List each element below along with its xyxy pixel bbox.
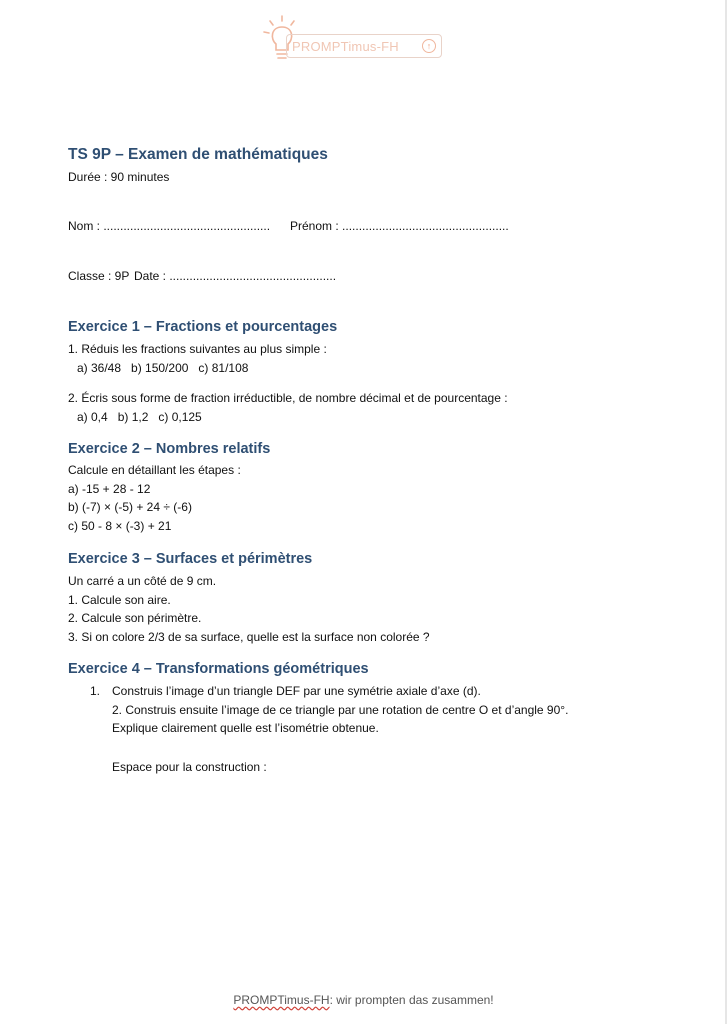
exercise-1-q1-items: a) 36/48 b) 150/200 c) 81/108 (77, 361, 249, 375)
duration: Durée : 90 minutes (68, 170, 170, 184)
exercise-1-q2: 2. Écris sous forme de fraction irréductible, de nombre décimal et de pourcentage : (68, 391, 508, 405)
class-field: Classe : 9P (68, 269, 130, 283)
firstname-field: Prénom : .................................................. (290, 219, 509, 233)
exercise-3-q2: 2. Calcule son périmètre. (68, 611, 202, 625)
exercise-4-q1-number: 1. (90, 684, 101, 698)
construction-space-label: Espace pour la construction : (112, 760, 267, 774)
exercise-2-c: c) 50 - 8 × (-3) + 21 (68, 519, 172, 533)
up-arrow-icon: ↑ (422, 39, 436, 53)
exercise-1-q2-items: a) 0,4 b) 1,2 c) 0,125 (77, 410, 202, 424)
date-field: Date : .................................................. (134, 269, 337, 283)
page-footer (0, 993, 727, 1007)
exercise-3-q3: 3. Si on colore 2/3 de sa surface, quelle est la surface non colorée ? (68, 630, 430, 644)
exercise-4-q1: Construis l’image d’un triangle DEF par une symétrie axiale d’axe (d). (112, 684, 481, 698)
header-logo (262, 14, 444, 64)
exercise-3-title: Exercice 3 – Surfaces et périmètres (68, 551, 313, 567)
exercise-2-title: Exercice 2 – Nombres relatifs (68, 441, 271, 457)
exercise-2-intro: Calcule en détaillant les étapes : (68, 463, 241, 477)
name-field: Nom : .................................................. (68, 219, 271, 233)
footer-text: : wir prompten das zusammen! (329, 993, 494, 1007)
page-title: TS 9P – Examen de mathématiques (68, 146, 328, 163)
exercise-2-a: a) -15 + 28 - 12 (68, 482, 151, 496)
logo-text: PROMPTimus-FH (292, 39, 399, 54)
exercise-4-q2: 2. Construis ensuite l’image de ce triangle par une rotation de centre O et d’angle 90°. (112, 703, 569, 717)
exercise-4-q2-instruction: Explique clairement quelle est l’isométrie obtenue. (112, 721, 379, 735)
exercise-3-q1: 1. Calcule son aire. (68, 593, 171, 607)
exercise-2-b: b) (-7) × (-5) + 24 ÷ (-6) (68, 500, 192, 514)
exercise-4-title: Exercice 4 – Transformations géométriques (68, 661, 369, 677)
exercise-1-title: Exercice 1 – Fractions et pourcentages (68, 319, 338, 335)
exercise-3-intro: Un carré a un côté de 9 cm. (68, 574, 217, 588)
footer-brand: PROMPTimus-FH (233, 993, 330, 1007)
exercise-1-q1: 1. Réduis les fractions suivantes au plus simple : (68, 342, 327, 356)
